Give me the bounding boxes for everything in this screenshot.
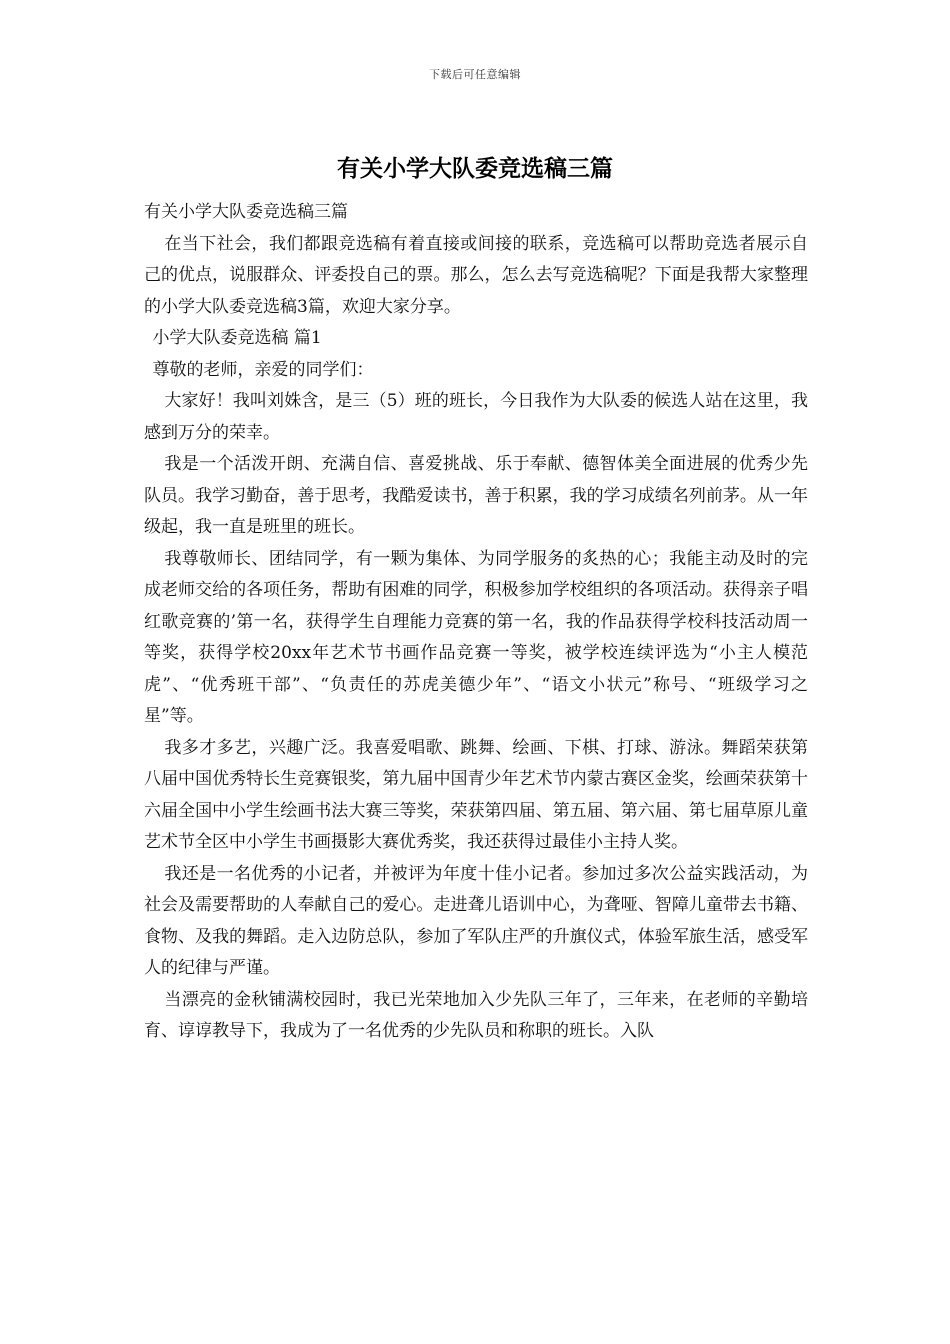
paragraph-4: 我多才多艺，兴趣广泛。我喜爱唱歌、跳舞、绘画、下棋、打球、游泳。舞蹈荣获第八届中国优秀特长生竞赛银奖，第九届中国青少年艺术节内蒙古赛区金奖，绘画荣获第十六届全国中小学生绘画书法大赛三等奖，荣获第四届、第五届、第六届、第七届草原儿童艺术节全区中小学生书画摄影大赛优秀奖，我还获得过最佳小主持人奖。 [144,737,808,852]
section-heading: 小学大队委竞选稿 篇1 [152,328,322,348]
intro-paragraph: 在当下社会，我们都跟竞选稿有着直接或间接的联系，竞选稿可以帮助竞选者展示自己的优点，说服群众、评委投自己的票。那么，怎么去写竞选稿呢？下面是我帮大家整理的小学大队委竞选稿3篇，欢迎大家分享。 [144,233,808,317]
header-note: 下载后可任意编辑 [429,68,521,81]
paragraph-6: 当漂亮的金秋铺满校园时，我已光荣地加入少先队三年了，三年来，在老师的辛勤培育、谆谆教导下，我成为了一名优秀的少先队员和称职的班长。入队 [144,989,808,1041]
paragraph-5: 我还是一名优秀的小记者，并被评为年度十佳小记者。参加过多次公益实践活动，为社会及需要帮助的人奉献自己的爱心。走进聋儿语训中心，为聋哑、智障儿童带去书籍、食物、及我的舞蹈。走入边防总队，参加了军队庄严的升旗仪式，体验军旅生活，感受军人的纪律与严谨。 [144,863,808,978]
salutation: 尊敬的老师，亲爱的同学们： [152,359,374,380]
paragraph-2: 我是一个活泼开朗、充满自信、喜爱挑战、乐于奉献、德智体美全面进展的优秀少先队员。我学习勤奋，善于思考，我酷爱读书，善于积累，我的学习成绩名列前茅。从一年级起，我一直是班里的班长。 [144,454,808,537]
paragraph-1: 大家好！我叫刘姝含，是三（5）班的班长，今日我作为大队委的候选人站在这里，我感到万分的荣幸。 [144,391,808,443]
paragraph-3: 我尊敬师长、团结同学，有一颗为集体、为同学服务的炙热的心；我能主动及时的完成老师交给的各项任务，帮助有困难的同学，积极参加学校组织的各项活动。获得亲子唱红歌竞赛的’第一名，获得学生自理能力竞赛的第一名，我的作品获得学校科技活动周一等奖，获得学校20xx年艺术节书画作品竞赛一等奖，被学校连续评选为“小主人模范虎”、“优秀班干部”、“负责任的苏虎美德少年”、“语文小状元”称号、“班级学习之星”等。 [144,548,808,726]
document-title: 有关小学大队委竞选稿三篇 [337,156,613,182]
document-subtitle: 有关小学大队委竞选稿三篇 [144,202,348,222]
document-body [144,197,808,1048]
